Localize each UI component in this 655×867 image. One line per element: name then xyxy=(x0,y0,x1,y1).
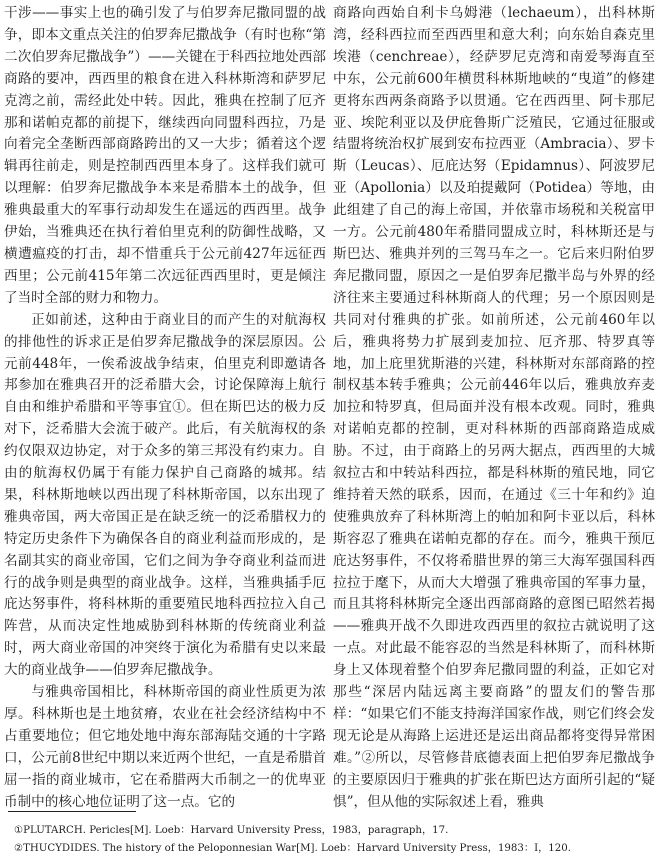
paragraph: 干涉——事实上也的确引发了与伯罗奔尼撒同盟的战争，即本文重点关注的伯罗奔尼撒战争（有时也称“第二次伯罗奔尼撒战争”）——关键在于科西拉地处西部商路的要冲，西西里的粮食在进入科林斯湾和萨罗尼克湾之前，需经此处中转。因此，雅典在控制了厄齐那和诺帕克都的前提下，继续西向同盟科西拉，乃是向着完全垄断西部商路跨出的又一大步；循着这个逻辑再往前走，则是控制西西里本身了。这样我们就可以理解：伯罗奔尼撒战争本来是希腊本土的战争，但雅典最重大的军事行动却发生在遥远的西西里。战争伊始，当雅典还在执行着伯里克利的防御性战略，又横遭瘟疫的打击，却不惜重兵于公元前427年远征西西里；公元前415年第二次远征西西里时，更是倾注了当时全部的财力和物力。 xyxy=(4,5,326,306)
footnote-1: ①PLUTARCH. Pericles[M]. Loeb：Harvard University Press，1983，paragraph，17. xyxy=(14,825,449,836)
paragraph: 商路向西始自利卡乌姆港（lechaeum），出科林斯湾，经科西拉而至西西里和意大利；向东始自森克里埃港（cenchreae），经萨罗尼克湾和南爱琴海直至中东，公元前600年横贯科林斯地峡的“曳道”的修建更将东西两条商路予以贯通。它在西西里、阿卡那尼亚、埃陀利亚以及伊庇鲁斯广泛殖民，它通过征服或结盟将统治权扩展到安布拉西亚（Ambracia）、罗卡斯（Leucas）、厄庇达努（Epidamnus）、阿波罗尼亚（Apollonia）以及珀提戴阿（Potidea）等地，由此组建了自己的海上帝国，并依靠市场税和关税富甲一方。公元前480年希腊同盟成立时，科林斯还是与斯巴达、雅典并列的三驾马车之一。它后来归附伯罗奔尼撒同盟，原因之一是伯罗奔尼撒半岛与外界的经济往来主要通过科林斯商人的代理；另一个原因则是共同对付雅典的扩张。如前所述，公元前460年以后，雅典将势力扩展到麦加拉、厄齐那、特罗真等地，加上庇里犹斯港的兴建，科林斯对东部商路的控制权基本转手雅典；公元前446年以后，雅典放弃麦加拉和特罗真，但局面并没有根本改观。同时，雅典对诺帕克都的控制，更对科林斯的西部商路造成威胁。不过，由于商路上的另两大据点，西西里的大城叙拉古和中转站科西拉，都是科林斯的殖民地，同它维持着天然的联系，因而，在通过《三十年和约》迫使雅典放弃了科林斯湾上的帕加和阿卡亚以后，科林斯容忍了雅典在诺帕克都的存在。而今，雅典干预厄庇达努事件，不仅将希腊世界的第三大海军强国科西拉拉于麾下，从而大大增强了雅典帝国的军事力量，而且其将科林斯完全逐出西部商路的意图已昭然若揭——雅典开战不久即进攻西西里的叙拉古就说明了这一点。对此最不能容忍的当然是科林斯了，而科林斯身上又体现着整个伯罗奔尼撒同盟的利益，正如它对那些“深居内陆远离主要商路”的盟友们的警告那样：“如果它们不能支持海洋国家作战，则它们终会发现无论是从海路上运进还是运出商品都将变得异常困难。”②所以，尽管修昔底德表面上把伯罗奔尼撒战争的主要原因归于雅典的扩张在斯巴达方面所引起的“疑惧”，但从他的实际叙述上看，雅典 xyxy=(333,5,655,810)
paragraph: 正如前述，这种由于商业目的而产生的对航海权的排他性的诉求正是伯罗奔尼撒战争的深层原因。公元前448年，一俟希波战争结束，伯里克利即邀请各邦参加在雅典召开的泛希腊大会，讨论保障海上航行自由和维护希腊和平等事宜①。但在斯巴达的极力反对下，泛希腊大会流于破产。此后，有关航海权的条约仅限双边协定，对于众多的第三邦没有约束力。自由的航海权仍属于有能力保护自己商路的城邦。结果，科林斯地峡以西出现了科林斯帝国，以东出现了雅典帝国，两大帝国正是在缺乏统一的泛希腊权力的特定历史条件下为确保各自的商业利益而形成的，是名副其实的商业帝国，它们之间为争夺商业利益而进行的战争则是典型的商业战争。这样，当雅典插手厄庇达努事件，将科林斯的重要殖民地科西拉拉入自己阵营，从而决定性地威胁到科林斯的传统商业利益时，两大商业帝国的冲突终于演化为希腊有史以来最大的商业战争——伯罗奔尼撒战争。 xyxy=(4,311,326,679)
right-text-column xyxy=(333,3,655,810)
left-text-column xyxy=(4,3,326,810)
footnote-divider xyxy=(8,811,136,812)
footnotes xyxy=(14,822,644,857)
footnote-2: ②THUCYDIDES. The history of the Peloponnesian War[M]. Loeb：Harvard University Press，1983：I，120. xyxy=(14,842,571,854)
paragraph: 与雅典帝国相比，科林斯帝国的商业性质更为浓厚。科林斯也是土地贫瘠，农业在社会经济结构中不占重要地位；但它地处地中海东部海陆交通的十字路口，公元前8世纪中期以来近两个世纪，一直是希腊首屈一指的商业城市，它在希腊两大币制之一的优卑亚币制中的核心地位证明了这一点。它的 xyxy=(4,684,326,810)
